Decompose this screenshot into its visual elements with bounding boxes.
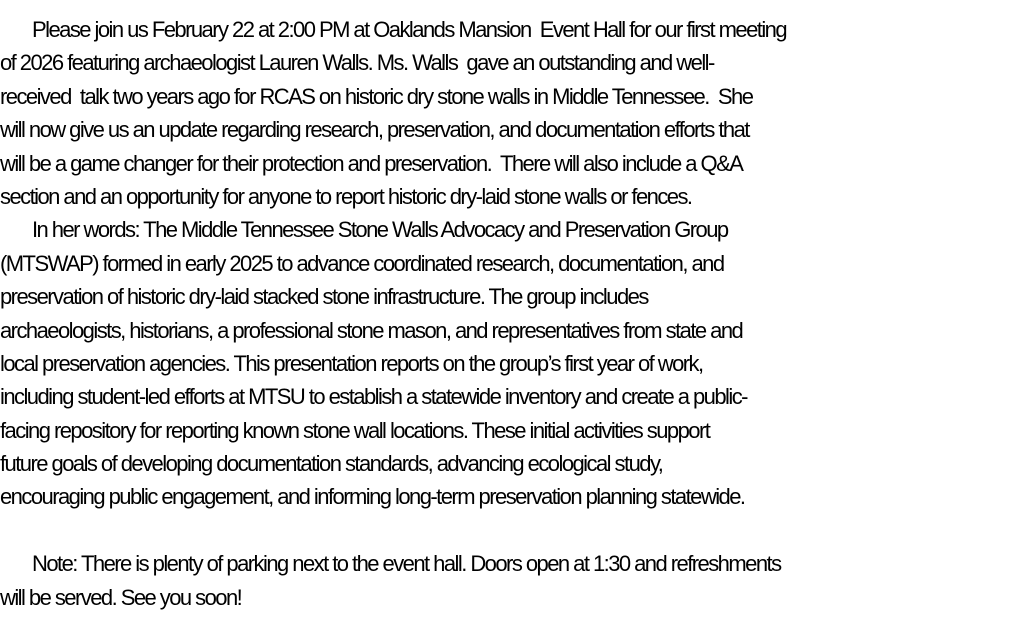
paragraph-invitation	[0, 13, 1024, 213]
text-line: Please join us February 22 at 2:00 PM at Oaklands Mansion Event Hall for our first meeting	[32, 17, 787, 42]
text-line: of 2026 featuring archaeologist Lauren Walls. Ms. Walls gave an outstanding and well-	[0, 50, 714, 76]
paragraph-speaker-words	[0, 213, 1024, 514]
text-line: will be a game changer for their protection and preservation. There will also include a Q&A	[0, 150, 743, 176]
text-line: received talk two years ago for RCAS on historic dry stone walls in Middle Tennessee. She	[0, 83, 753, 109]
paragraph-spacer	[0, 514, 1024, 547]
text-line: will be served. See you soon!	[0, 584, 242, 610]
text-line: facing repository for reporting known stone wall locations. These initial activities support	[0, 417, 710, 443]
text-line: will now give us an update regarding research, preservation, and documentation efforts that	[0, 117, 749, 143]
text-line: including student-led efforts at MTSU to establish a statewide inventory and create a public-	[0, 384, 747, 410]
text-line: section and an opportunity for anyone to report historic dry-laid stone walls or fences.	[0, 183, 692, 209]
text-line: archaeologists, historians, a professional stone mason, and representatives from state and	[0, 317, 743, 343]
text-line: preservation of historic dry-laid stacked stone infrastructure. The group includes	[0, 284, 648, 310]
text-line: (MTSWAP) formed in early 2025 to advance coordinated research, documentation, and	[0, 250, 724, 276]
text-line: local preservation agencies. This presentation reports on the group’s first year of work,	[0, 350, 703, 376]
text-line: Note: There is plenty of parking next to the event hall. Doors open at 1:30 and refreshments	[32, 551, 781, 577]
text-line: In her words: The Middle Tennessee Stone Walls Advocacy and Preservation Group	[32, 217, 728, 243]
document-body	[0, 13, 1024, 614]
text-line: future goals of developing documentation standards, advancing ecological study,	[0, 451, 663, 477]
text-line: encouraging public engagement, and informing long-term preservation planning statewide.	[0, 484, 745, 510]
paragraph-note	[0, 547, 1024, 614]
